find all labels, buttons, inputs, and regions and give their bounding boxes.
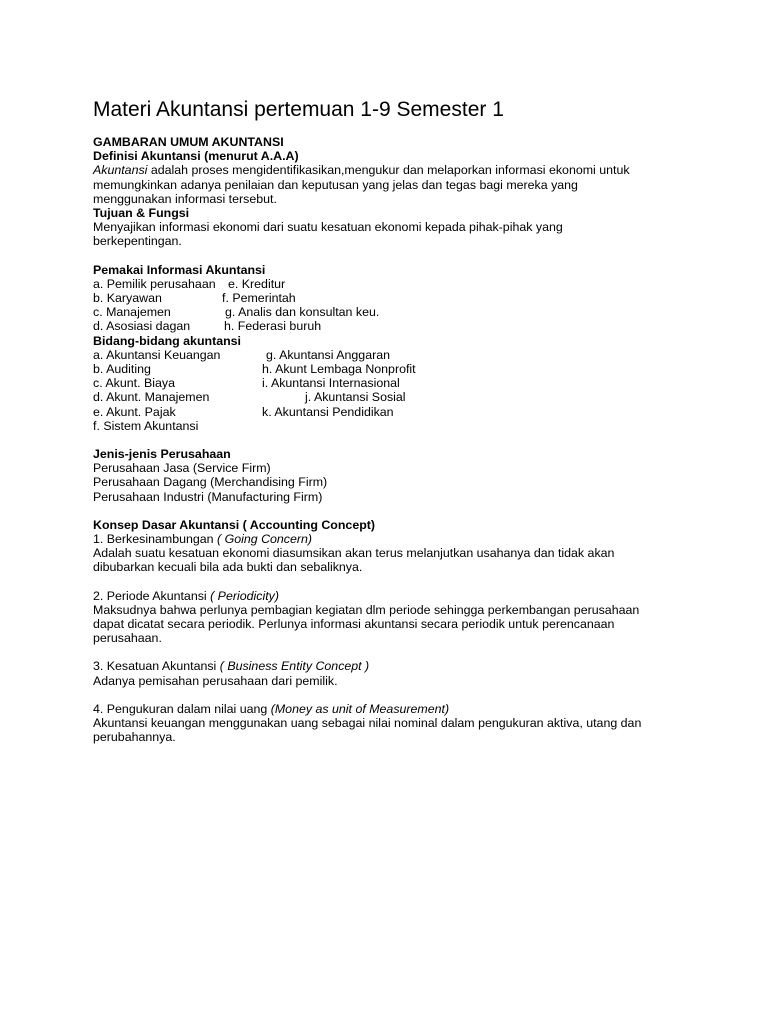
list-item: c. Akunt. Biaya i. Akuntansi Internasional xyxy=(93,376,400,391)
konsep-item-title: 4. Pengukuran dalam nilai uang xyxy=(93,701,271,716)
definition-text: adalah proses mengidentifikasikan,mengukur dan melaporkan informasi ekonomi untuk memungkinkan adanya penilaian dan keputusan yang jelas dan tegas bagi mereka yang menggunakan informasi tersebut. xyxy=(93,163,630,206)
konsep-heading: Konsep Dasar Akuntansi ( Accounting Concept) xyxy=(93,517,376,532)
list-item: d. Akunt. Manajemen j. Akuntansi Sosial xyxy=(93,390,406,405)
document-content xyxy=(93,97,713,744)
list-item: Perusahaan Dagang (Merchandising Firm) xyxy=(93,475,328,490)
konsep-item-term: ( Going Concern) xyxy=(217,531,313,546)
konsep-item-title: 3. Kesatuan Akuntansi xyxy=(93,659,220,674)
page-title: Materi Akuntansi pertemuan 1-9 Semester 1 xyxy=(93,98,504,121)
konsep-item-title: 2. Periode Akuntansi xyxy=(93,588,211,603)
list-item: c. Manajemen g. Analis dan konsultan keu. xyxy=(93,305,380,320)
list-item: Perusahaan Jasa (Service Firm) xyxy=(93,461,271,476)
bidang-heading: Bidang-bidang akuntansi xyxy=(93,333,242,348)
jenis-list xyxy=(93,461,713,504)
definition-heading: Definisi Akuntansi (menurut A.A.A) xyxy=(93,149,299,164)
konsep-item-3 xyxy=(93,659,713,687)
list-item: a. Akuntansi Keuangan g. Akuntansi Anggaran xyxy=(93,347,391,362)
list-item: e. Akunt. Pajak k. Akuntansi Pendidikan xyxy=(93,404,394,419)
konsep-item-text: Adalah suatu kesatuan ekonomi diasumsikan akan terus melanjutkan usahanya dan tidak akan dibubarkan kecuali bila ada bukti dan sebaliknya. xyxy=(93,546,615,575)
list-item: b. Auditing h. Akunt Lembaga Nonprofit xyxy=(93,361,416,376)
definition-term: Akuntansi xyxy=(93,163,148,178)
konsep-item-term: ( Periodicity) xyxy=(210,588,279,603)
list-item: b. Karyawan f. Pemerintah xyxy=(93,291,296,306)
pemakai-list xyxy=(93,277,713,334)
pemakai-heading: Pemakai Informasi Akuntansi xyxy=(93,262,266,277)
tujuan-heading: Tujuan & Fungsi xyxy=(93,206,190,221)
konsep-item-1 xyxy=(93,532,713,575)
section-heading-gambaran: GAMBARAN UMUM AKUNTANSI xyxy=(93,135,284,149)
konsep-item-2 xyxy=(93,589,713,646)
bidang-list xyxy=(93,348,713,433)
tujuan-paragraph: Menyajikan informasi ekonomi dari suatu kesatuan ekonomi kepada pihak-pihak yang berkepentingan. xyxy=(93,220,563,249)
konsep-item-term: ( Business Entity Concept ) xyxy=(219,659,370,674)
definition-paragraph xyxy=(93,163,653,206)
list-item: Perusahaan Industri (Manufacturing Firm) xyxy=(93,489,323,504)
konsep-item-text: Akuntansi keuangan menggunakan uang sebagai nilai nominal dalam pengukuran aktiva, utang dan perubahannya. xyxy=(93,715,642,745)
jenis-heading: Jenis-jenis Perusahaan xyxy=(93,446,231,461)
list-item: f. Sistem Akuntansi xyxy=(93,418,199,433)
list-item: d. Asosiasi dagan h. Federasi buruh xyxy=(93,319,322,334)
konsep-item-term: (Money as unit of Measurement) xyxy=(270,701,450,716)
konsep-item-text: Maksudnya bahwa perlunya pembagian kegiatan dlm periode sehingga perkembangan perusahaan dapat dicatat secara periodik. Perlunya informasi akuntansi secara periodik untuk perencanaan perusahaan. xyxy=(93,602,640,646)
konsep-item-text: Adanya pemisahan perusahaan dari pemilik. xyxy=(93,673,338,688)
list-item: a. Pemilik perusahaan e. Kreditur xyxy=(93,276,286,291)
konsep-item-title: 1. Berkesinambungan xyxy=(93,531,217,546)
konsep-item-4 xyxy=(93,702,713,745)
